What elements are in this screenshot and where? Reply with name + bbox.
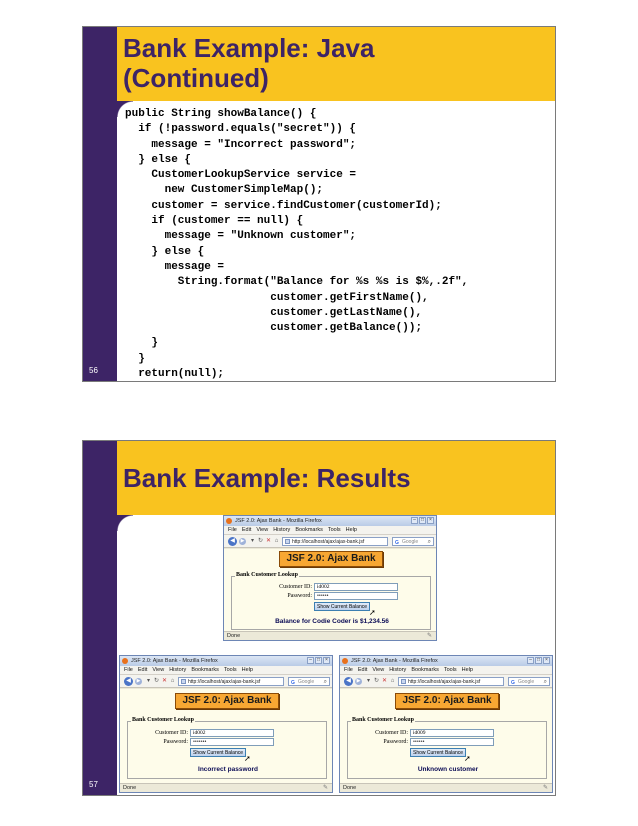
fieldset-legend: Bank Customer Lookup [352,717,414,723]
menu-edit[interactable]: Edit [357,667,368,673]
google-icon: G [291,680,295,686]
page-content [224,549,436,631]
stop-icon[interactable]: ✕ [265,538,272,544]
customer-id-input[interactable]: id009 [410,729,494,737]
mouse-cursor-icon: ➚ [244,754,251,763]
url-text: http://localhost/ajax/ajax-bank.jsf [188,679,261,685]
app-banner: JSF 2.0: Ajax Bank [395,693,499,709]
url-text: http://localhost/ajax/ajax-bank.jsf [408,679,481,685]
side-bar-curve [117,515,133,531]
status-bar [340,783,552,792]
google-icon: G [511,680,515,686]
window-titlebar [120,656,332,666]
side-bar [83,441,117,795]
search-box[interactable] [288,677,330,686]
search-placeholder: Google [298,679,315,685]
menu-tools[interactable]: Tools [443,667,457,673]
reload-icon[interactable]: ↻ [373,678,380,684]
menu-file[interactable]: File [124,667,133,673]
password-label: Password: [287,593,312,599]
app-banner: JSF 2.0: Ajax Bank [175,693,279,709]
firefox-icon [122,658,128,664]
page-icon [181,679,186,684]
show-balance-button[interactable]: Show Current Balance [410,748,466,757]
close-icon[interactable]: × [427,517,434,524]
firefox-icon [226,518,232,524]
minimize-icon[interactable]: – [411,517,418,524]
menu-edit[interactable]: Edit [241,527,252,533]
menu-bar [120,666,332,675]
search-icon[interactable]: ⌕ [543,679,547,685]
maximize-icon[interactable]: □ [420,517,425,523]
page-icon [401,679,406,684]
back-arrow-icon[interactable]: ◀ [344,677,353,686]
mouse-cursor-icon: ➚ [464,754,471,763]
fieldset-legend: Bank Customer Lookup [132,717,194,723]
back-arrow-icon[interactable]: ◀ [228,537,237,546]
status-bar [120,783,332,792]
dropdown-icon[interactable]: ▾ [366,678,370,684]
stop-icon[interactable]: ✕ [161,678,168,684]
window-title: JSF 2.0: Ajax Bank - Mozilla Firefox [131,658,218,664]
search-icon[interactable]: ⌕ [427,539,431,545]
dropdown-icon[interactable]: ▾ [250,538,254,544]
customer-id-label: Customer ID: [279,584,312,590]
password-input[interactable]: •••••• [314,592,398,600]
java-code-block: public String showBalance() { if (!password.equals("secret")) { message = "Incorrect password"; } else { CustomerLookupService service = new CustomerSimpleMap(); customer = service.findCustomer(customerId); if (customer == null) { message = "Unknown customer"; } else { message = String.format("Balance for %s %s is $%,.2f", customer.getFirstName(), customer.getLastName(), customer.getBalance()); } } return(null); [125,108,469,381]
menu-help[interactable]: Help [345,527,357,533]
maximize-icon[interactable]: □ [536,657,541,663]
window-titlebar [340,656,552,666]
menu-history[interactable]: History [389,667,407,673]
menu-bar [224,526,436,535]
menu-view[interactable]: View [152,667,165,673]
forward-arrow-icon[interactable]: ▶ [356,678,361,684]
password-input[interactable]: •••••• [410,738,494,746]
window-titlebar [224,516,436,526]
google-icon: G [395,540,399,546]
menu-history[interactable]: History [169,667,187,673]
dropdown-icon[interactable]: ▾ [146,678,150,684]
search-placeholder: Google [518,679,535,685]
lookup-fieldset [347,717,547,779]
customer-id-input[interactable]: id002 [190,729,274,737]
reload-icon[interactable]: ↻ [153,678,160,684]
menu-bar [340,666,552,675]
window-title: JSF 2.0: Ajax Bank - Mozilla Firefox [235,518,322,524]
status-icon: ✎ [542,785,548,791]
menu-view[interactable]: View [372,667,385,673]
show-balance-button[interactable]: Show Current Balance [314,602,370,611]
nav-toolbar [224,535,436,548]
stop-icon[interactable]: ✕ [381,678,388,684]
page-content [120,689,332,783]
result-message: Incorrect password [198,766,258,773]
slide-56 [82,26,556,382]
search-placeholder: Google [402,539,419,545]
customer-id-label: Customer ID: [375,730,408,736]
slide-title: Bank Example: Java (Continued) [123,33,375,93]
nav-toolbar [120,675,332,688]
browser-window-unknown-customer [339,655,553,793]
reload-icon[interactable]: ↻ [257,538,264,544]
fieldset-legend: Bank Customer Lookup [236,572,298,578]
password-label: Password: [383,739,408,745]
browser-window-success [223,515,437,641]
slide-title: Bank Example: Results [123,463,411,493]
mouse-cursor-icon: ➚ [369,608,376,617]
minimize-icon[interactable]: – [307,657,314,664]
status-icon: ✎ [426,633,432,639]
status-bar [224,631,436,640]
browser-window-incorrect-password [119,655,333,793]
menu-history[interactable]: History [273,527,291,533]
menu-help[interactable]: Help [241,667,253,673]
search-icon[interactable]: ⌕ [323,679,327,685]
close-icon[interactable]: × [543,657,550,664]
home-icon[interactable]: ⌂ [170,678,175,684]
firefox-icon [342,658,348,664]
search-box[interactable] [392,537,434,546]
minimize-icon[interactable]: – [527,657,534,664]
nav-toolbar [340,675,552,688]
side-bar [83,27,117,381]
password-label: Password: [163,739,188,745]
slide-number: 57 [89,780,98,789]
password-input[interactable]: ••••••• [190,738,274,746]
menu-view[interactable]: View [256,527,269,533]
url-bar[interactable] [398,677,504,686]
show-balance-button[interactable]: Show Current Balance [190,748,246,757]
page-content [340,689,552,783]
maximize-icon[interactable]: □ [316,657,321,663]
home-icon[interactable]: ⌂ [390,678,395,684]
menu-tools[interactable]: Tools [223,667,237,673]
menu-file[interactable]: File [344,667,353,673]
menu-bookmarks[interactable]: Bookmarks [295,527,323,533]
url-bar[interactable] [282,537,388,546]
home-icon[interactable]: ⌂ [274,538,279,544]
customer-id-input[interactable]: id002 [314,583,398,591]
close-icon[interactable]: × [323,657,330,664]
menu-edit[interactable]: Edit [137,667,148,673]
result-message: Unknown customer [417,766,479,773]
app-banner: JSF 2.0: Ajax Bank [279,551,383,567]
search-box[interactable] [508,677,550,686]
slide-57 [82,440,556,796]
status-text: Done [123,785,137,791]
status-icon: ✎ [322,785,328,791]
menu-help[interactable]: Help [461,667,473,673]
back-arrow-icon[interactable]: ◀ [124,677,133,686]
status-text: Done [343,785,357,791]
status-text: Done [227,633,241,639]
forward-arrow-icon[interactable]: ▶ [240,538,245,544]
menu-tools[interactable]: Tools [327,527,341,533]
url-bar[interactable] [178,677,284,686]
url-text: http://localhost/ajax/ajax-bank.jsf [292,539,365,545]
window-title: JSF 2.0: Ajax Bank - Mozilla Firefox [351,658,438,664]
forward-arrow-icon[interactable]: ▶ [136,678,141,684]
lookup-fieldset [127,717,327,779]
menu-bookmarks[interactable]: Bookmarks [191,667,219,673]
result-message: Balance for Codie Coder is $1,234.56 [275,618,389,625]
page-icon [285,539,290,544]
customer-id-label: Customer ID: [155,730,188,736]
lookup-fieldset [231,572,431,630]
menu-bookmarks[interactable]: Bookmarks [411,667,439,673]
slide-number: 56 [89,366,98,375]
menu-file[interactable]: File [228,527,237,533]
